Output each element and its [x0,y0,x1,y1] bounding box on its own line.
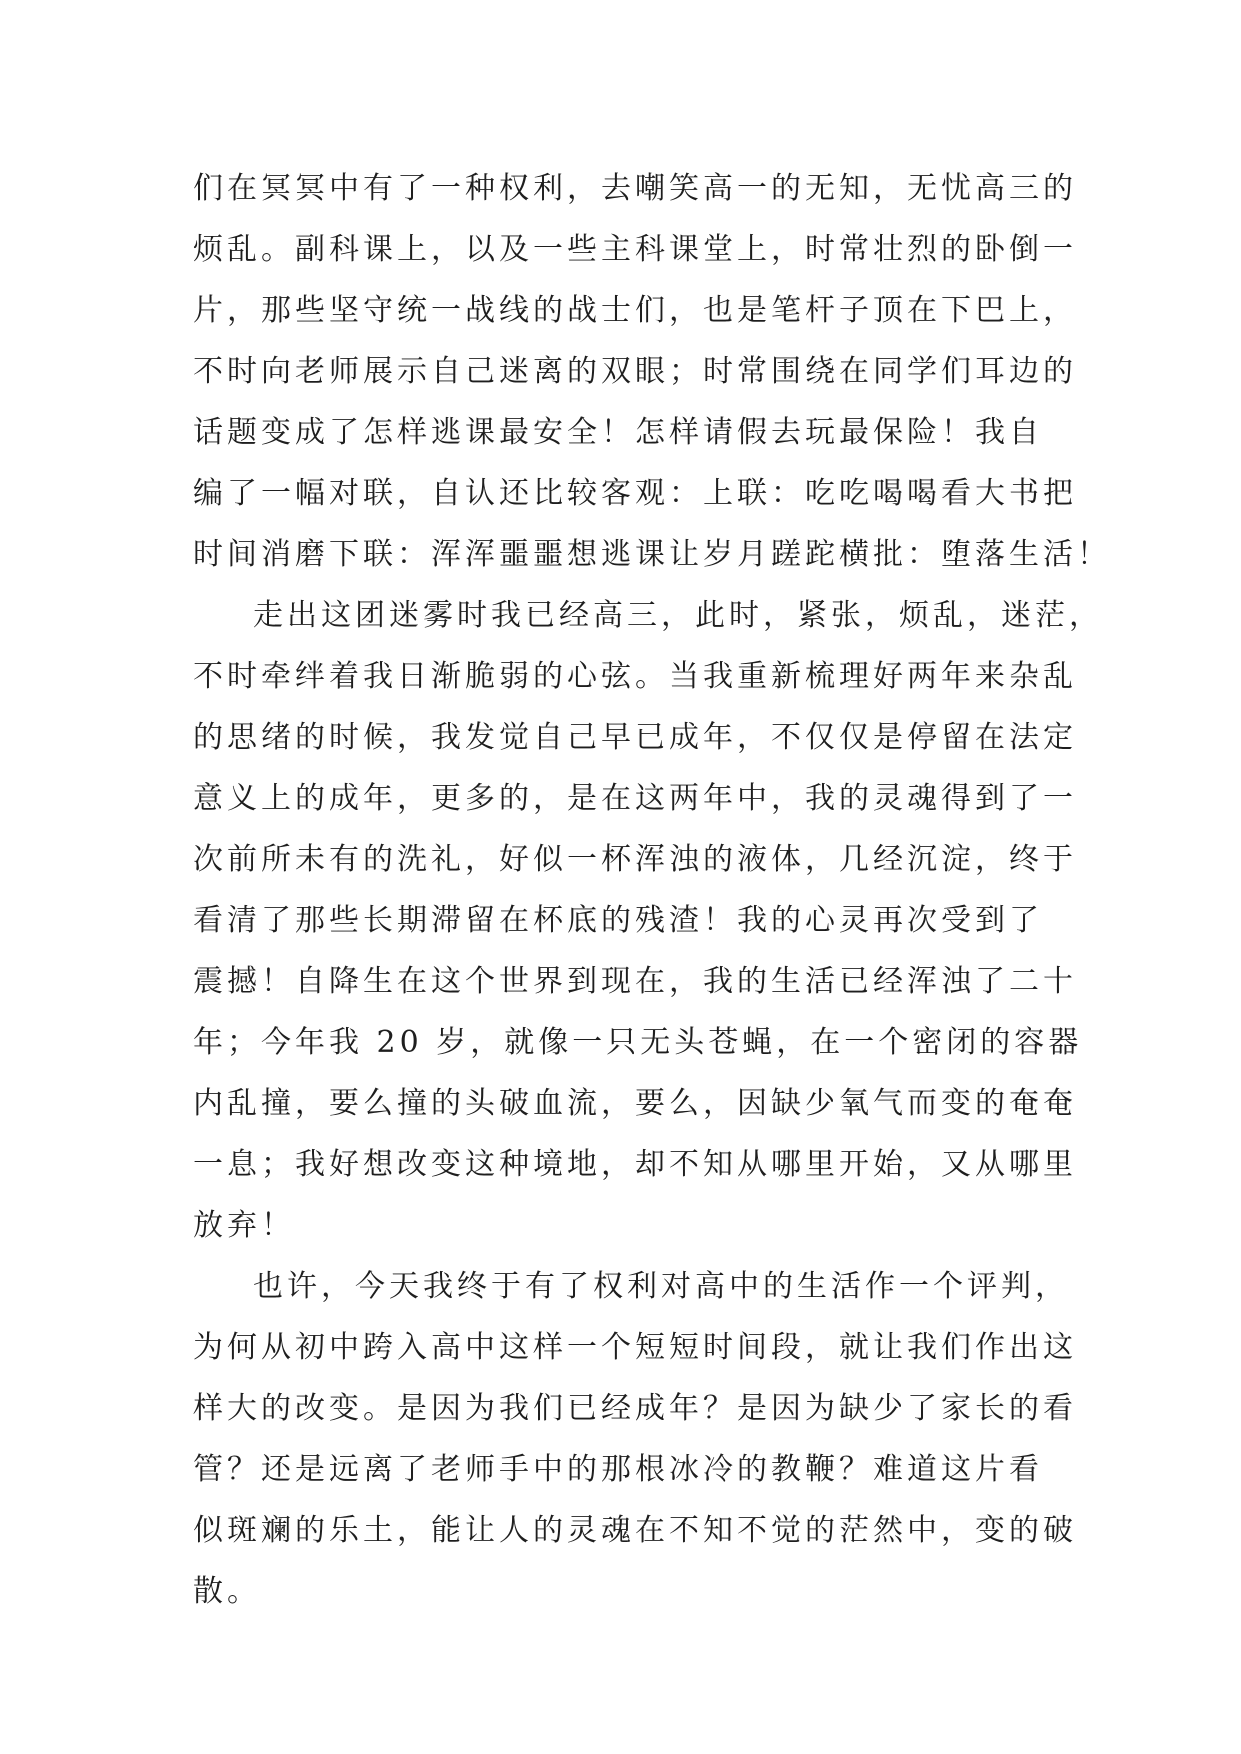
paragraph-3 [193,1256,1077,1622]
text-line-indented: 走出这团迷雾时我已经高三，此时，紧张，烦乱，迷茫， [253,598,1103,633]
text-line: 不时向老师展示自己迷离的双眼；时常围绕在同学们耳边的 [193,354,1077,389]
text-line: 管？还是远离了老师手中的那根冰冷的教鞭？难道这片看 [193,1452,1043,1487]
text-line: 次前所未有的洗礼，好似一杯浑浊的液体，几经沉淀，终于 [193,842,1077,877]
text-line: 的思绪的时候，我发觉自己早已成年，不仅仅是停留在法定 [193,720,1077,755]
text-line: 为何从初中跨入高中这样一个短短时间段，就让我们作出这 [193,1330,1077,1365]
text-line: 似斑斓的乐土，能让人的灵魂在不知不觉的茫然中，变的破 [193,1513,1077,1548]
text-line: 放弃！ [193,1208,295,1243]
text-line: 内乱撞，要么撞的头破血流，要么，因缺少氧气而变的奄奄 [193,1086,1077,1121]
text-line: 烦乱。副科课上，以及一些主科课堂上，时常壮烈的卧倒一 [193,232,1077,267]
body-text [193,158,1111,1622]
text-line: 样大的改变。是因为我们已经成年？是因为缺少了家长的看 [193,1391,1077,1426]
text-line: 不时牵绊着我日渐脆弱的心弦。当我重新梳理好两年来杂乱 [193,659,1077,694]
text-line: 时间消磨下联：浑浑噩噩想逃课让岁月蹉跎横批：堕落生活！ [193,537,1111,572]
text-line: 意义上的成年，更多的，是在这两年中，我的灵魂得到了一 [193,781,1077,816]
text-line: 看清了那些长期滞留在杯底的残渣！我的心灵再次受到了 [193,903,1043,938]
text-line: 们在冥冥中有了一种权利，去嘲笑高一的无知，无忧高三的 [193,171,1077,206]
text-line: 编了一幅对联，自认还比较客观：上联：吃吃喝喝看大书把 [193,476,1077,511]
text-line: 话题变成了怎样逃课最安全！怎样请假去玩最保险！我自 [193,415,1043,450]
paragraph-1 [193,158,1111,585]
paragraph-2 [193,585,1103,1256]
text-line: 震撼！自降生在这个世界到现在，我的生活已经浑浊了二十 [193,964,1077,999]
text-line: 片，那些坚守统一战线的战士们，也是笔杆子顶在下巴上， [193,293,1077,328]
text-line-indented: 也许，今天我终于有了权利对高中的生活作一个评判， [253,1269,1069,1304]
text-line: 散。 [193,1574,261,1609]
text-line: 一息；我好想改变这种境地，却不知从哪里开始，又从哪里 [193,1147,1077,1182]
text-line: 年；今年我 20 岁，就像一只无头苍蝇，在一个密闭的容器 [193,1025,1083,1060]
